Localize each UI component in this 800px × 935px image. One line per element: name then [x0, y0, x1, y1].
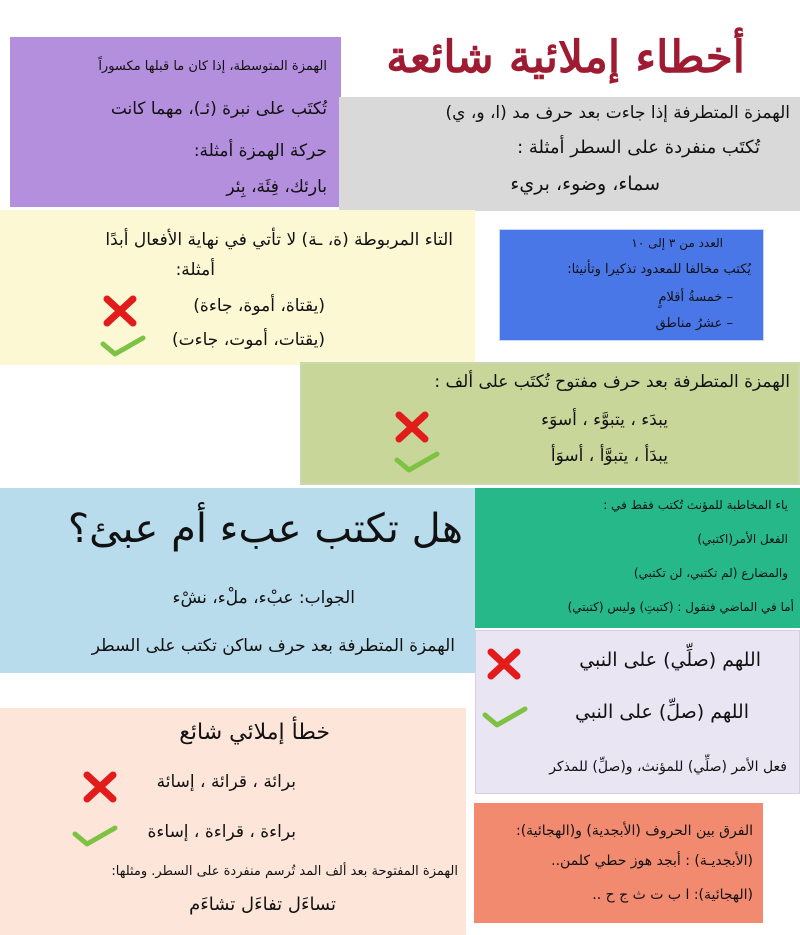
rule-line: الهمزة المتطرفة بعد حرف ساكن تكتب على السطر [91, 636, 455, 656]
teal-line-3: والمضارع (لم تكتبي، لن تكتبي) [633, 566, 788, 580]
sallii-box [475, 630, 800, 794]
teal-line-1: ياء المخاطبة للمؤنث تُكتب فقط في : [603, 498, 788, 512]
green-check-icon [72, 824, 118, 848]
blue-line-3: – خمسةُ أقلامٍ [658, 290, 733, 305]
lilac-note: فعل الأمر (صلِّي) للمؤنث، و(صلِّ) للمذكر [549, 759, 787, 775]
peach-heading: خطأ إملائي شائع [179, 720, 330, 745]
teal-line-4: أما في الماضي فنقول : (كتبتِ) وليس (كتبتي) [567, 600, 794, 614]
green-right-example: يبدَأ ، يتبوَّأ ، أسوَأ [550, 446, 668, 466]
green-check-icon [394, 450, 440, 474]
orange-line-3: (الهجائية): ا ب ت ث ج ح .. [592, 887, 753, 903]
hamza-after-fatha-box [300, 362, 800, 485]
yellow-line-2: أمثلة: [175, 260, 215, 280]
common-spelling-mistake-box [0, 708, 466, 935]
blue-line-4: – عشرُ مناطق [655, 316, 733, 331]
orange-line-2: (الأبجديـة) : أبجد هوز حطي كلمن.. [551, 853, 753, 869]
purple-line-4: بارئك، فِئَة، بِئر [226, 177, 327, 197]
hamza-middle-box [10, 37, 341, 207]
answer-line: الجواب: عبْء، ملْء، نشْء [172, 588, 355, 608]
lilac-wrong-example: اللهم (صلِّي) على النبي [579, 649, 761, 671]
lilac-right-example: اللهم (صلِّ) على النبي [574, 701, 749, 723]
question-heading: هل تكتب عبء أم عبئ؟ [67, 506, 463, 552]
yellow-wrong-example: (يقتاة، أموة، جاءة) [193, 296, 325, 316]
purple-line-2: تُكتَب على نبرة (ئـ)، مهما كانت [110, 99, 327, 119]
taa-marbuta-box [0, 210, 475, 365]
peach-examples: تساءَل تفاءَل تشاءَم [189, 894, 336, 915]
yellow-line-1: التاء المربوطة (ة، ـة) لا تأتي في نهاية الأفعال أبدًا [105, 230, 453, 250]
orange-line-1: الفرق بين الحروف (الأبجدية) و(الهجائية): [515, 823, 753, 839]
blue-line-1: العدد من ٣ إلى ١٠ [631, 236, 723, 250]
gray-line-1: الهمزة المتطرفة إذا جاءت بعد حرف مد (ا، و، ي) [445, 103, 790, 123]
teal-line-2: الفعل الأمر(اكتبي) [697, 532, 788, 546]
blue-line-2: يُكتب مخالفا للمعدود تذكيرا وتأنيثا: [567, 262, 751, 277]
gray-line-2: تُكتَب منفردة على السطر أمثلة : [517, 137, 760, 158]
red-x-icon [82, 770, 118, 804]
purple-line-1: الهمزة المتوسطة، إذا كان ما قبلها مكسوراً [98, 59, 327, 74]
title-banner [360, 30, 745, 100]
peach-wrong-example: برائة ، قرائة ، إسائة [156, 772, 296, 792]
green-wrong-example: يبدَء ، يتبوَّء ، أسوَء [541, 410, 668, 430]
green-check-icon [482, 705, 528, 729]
alphabet-difference-box [474, 803, 763, 923]
abe-question-box [0, 488, 475, 673]
red-x-icon [394, 410, 430, 444]
purple-line-3: حركة الهمزة أمثلة: [193, 141, 327, 161]
peach-rule: الهمزة المفتوحة بعد ألف المد تُرسم منفردة على السطر. ومثلها: [111, 864, 458, 879]
yellow-right-example: (يقتات، أموت، جاءت) [172, 330, 325, 350]
hamza-after-madd-box [339, 97, 800, 211]
red-x-icon [102, 294, 138, 328]
peach-right-example: براءة ، قراءة ، إساءة [147, 822, 296, 842]
green-check-icon [100, 334, 146, 358]
feminine-yaa-box [475, 488, 800, 628]
red-x-icon [486, 647, 522, 681]
numbers-rule-box [499, 229, 764, 341]
gray-line-3: سماء، وضوء، بريء [510, 173, 660, 195]
page-title: أخطاء إملائية شائعة [386, 32, 745, 83]
green-line-1: الهمزة المتطرفة بعد حرف مفتوح تُكتَب على ألف : [434, 372, 790, 392]
